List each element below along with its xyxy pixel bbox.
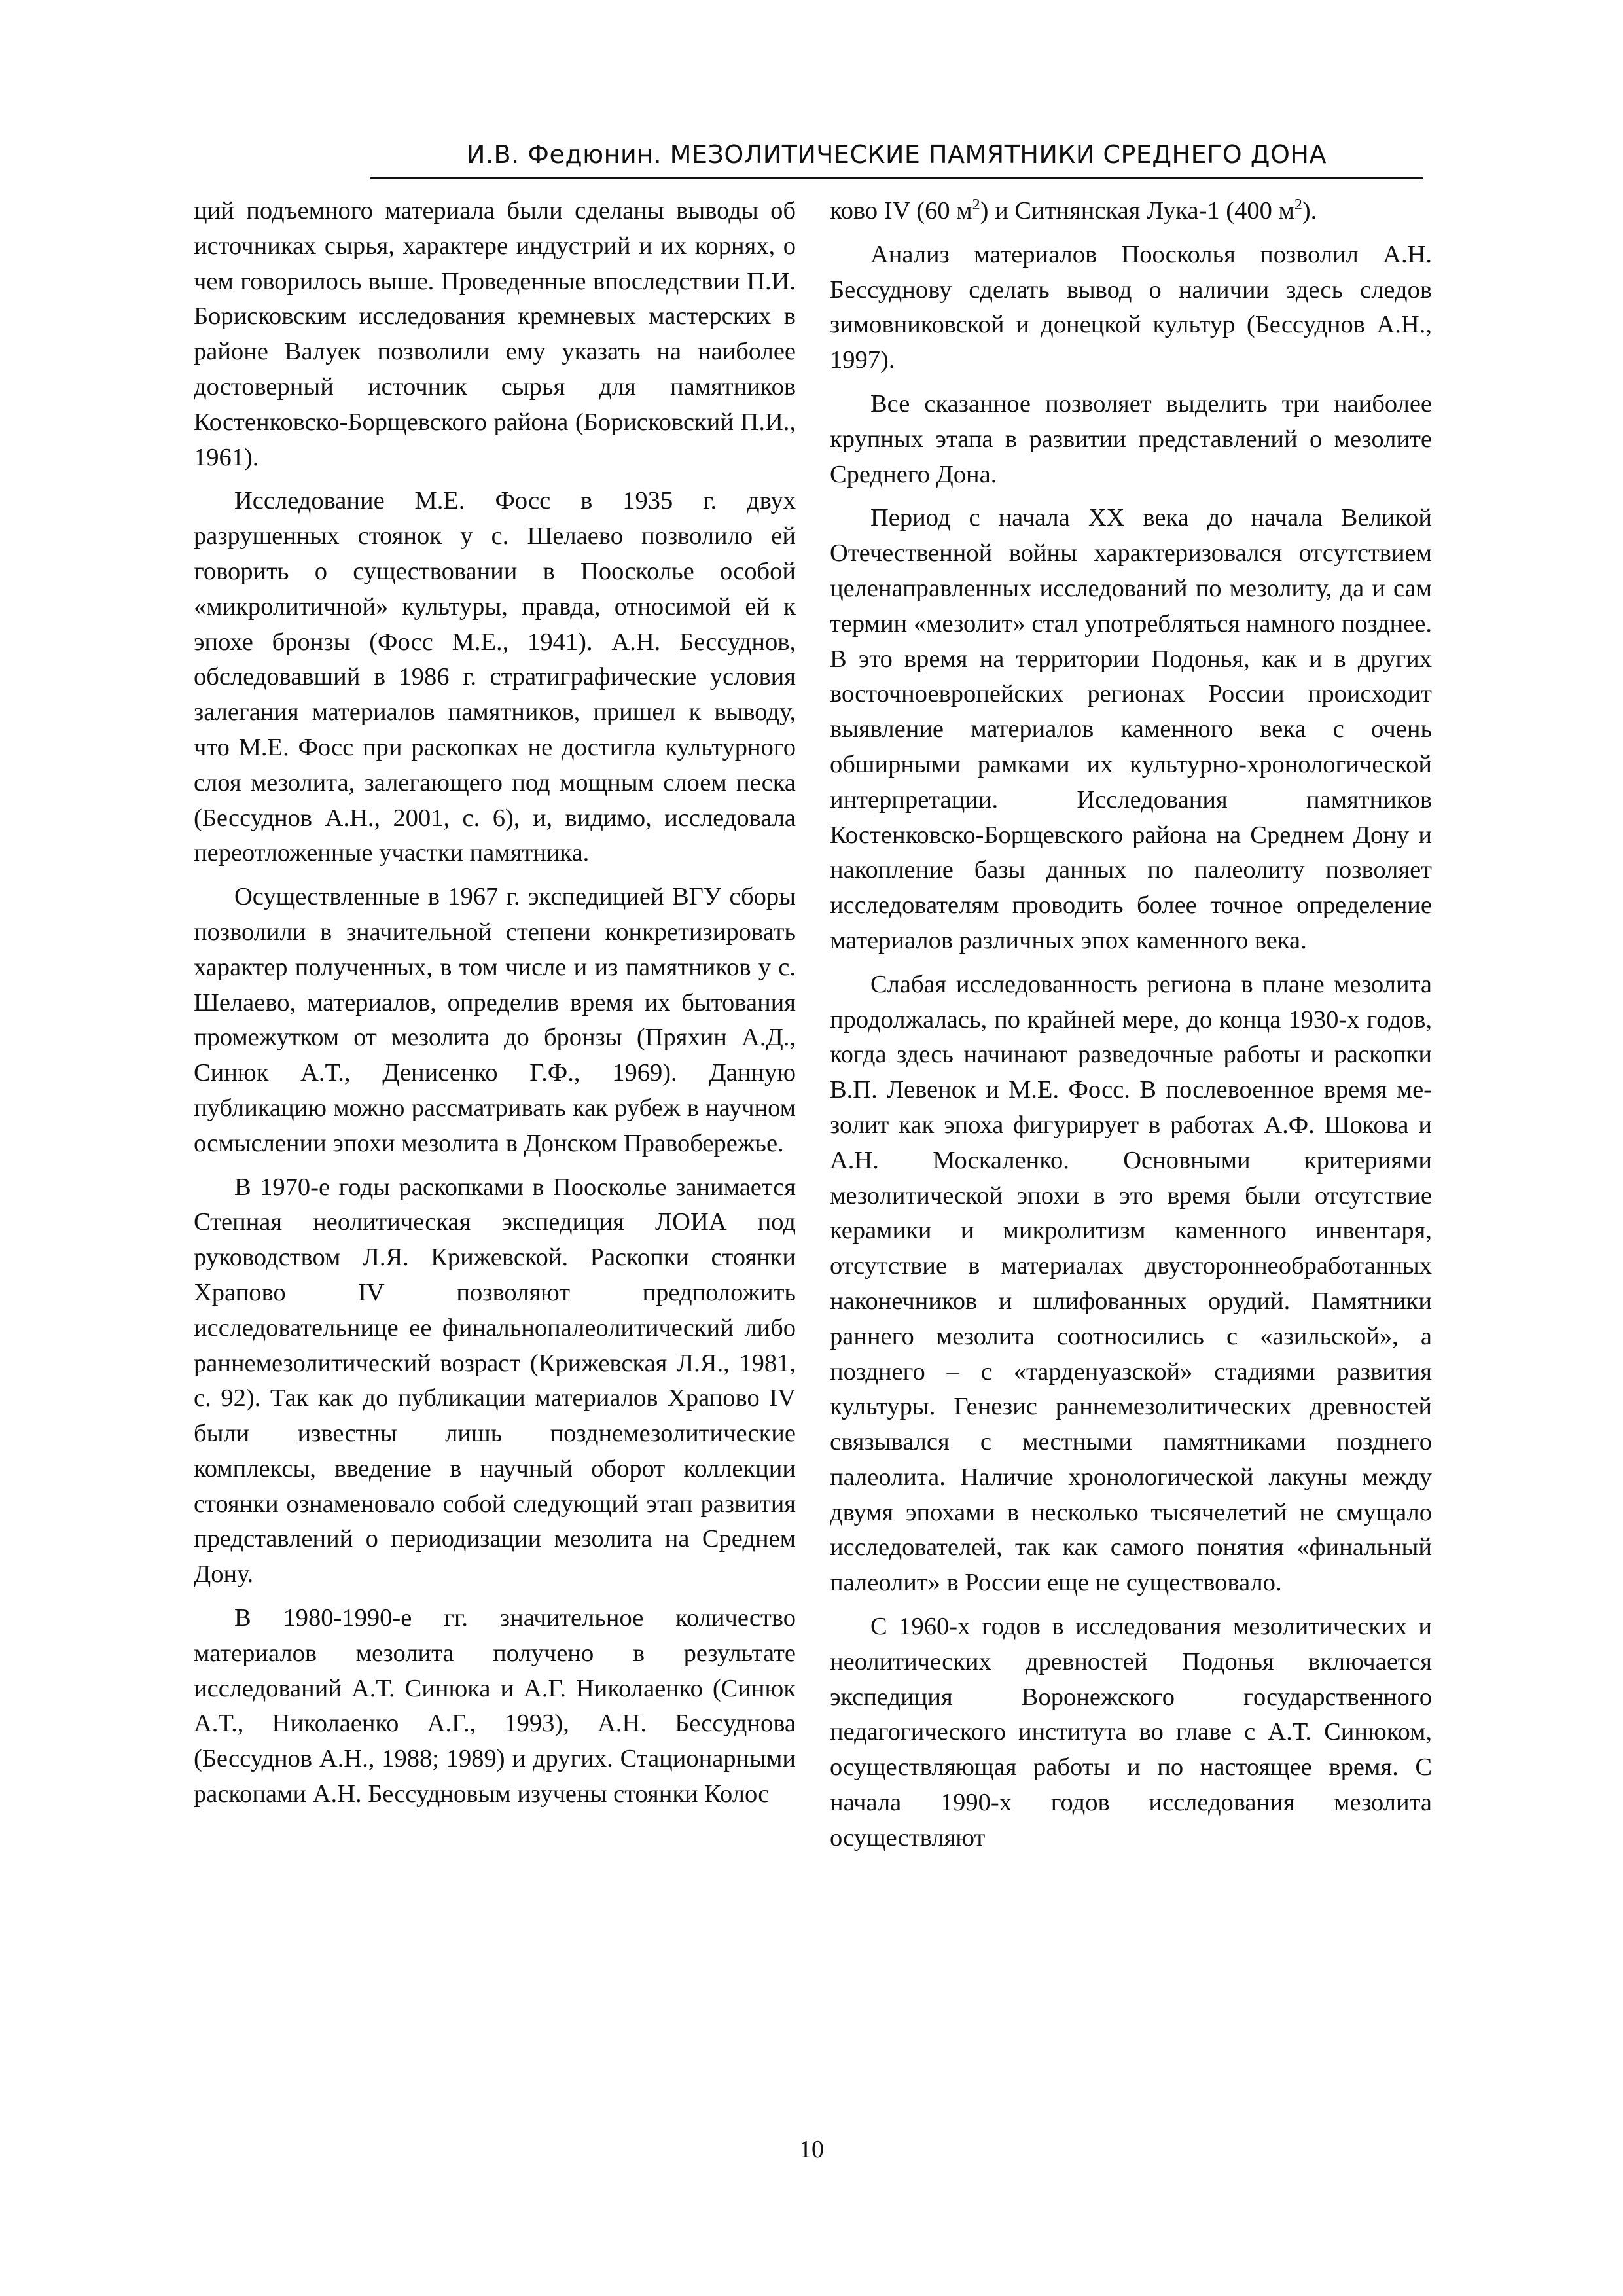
paragraph: Осуществленные в 1967 г. экспедицией ВГУ сборы позволили в значительной степени конкретизировать характер полученных, в том числе и из памятников у с. Шелаево, материалов, определив время их бытования промежутком от мезолита до бронзы (Пряхин А.Д., Синюк А.Т., Денисенко Г.Ф., 1969). Данную публикацию можно рассматривать как рубеж в научном осмыслении эпохи мезолита в Донском Правобережье. bbox=[194, 883, 796, 1157]
paragraph: Период с начала XX века до начала Великой Отечественной войны характеризовался отсутствием целенаправленных исследований по мезолиту, да и сам термин «мезолит» стал употребляться намного позднее. В это время на территории Подонья, как и в других восточноевропейских регионах России происходит выявление материалов каменного века с очень обширными рамками их культурно-хронологической интерпретации. Исследования памятников Костенковско-Борщевского района на Среднем Дону и накопление базы данных по палеолиту позволяет исследователям проводить более точное определение материалов различных эпох каменного века. bbox=[830, 504, 1432, 954]
paragraph: С 1960-х годов в исследования мезолитических и неолитических древностей Подонья включается экспедиция Воронежского государственного педагогического института во главе с А.Т. Синюком, осуществляющая работы и по настоящее время. С начала 1990-х годов исследования мезолита осуществляют bbox=[830, 1613, 1432, 1852]
left-column bbox=[194, 194, 796, 2125]
page-number: 10 bbox=[799, 2136, 824, 2163]
text-span: ково IV (60 м bbox=[830, 197, 972, 224]
paragraph: ций подъемного материала были сделаны выводы об источниках сырья, характере индустрий и их корнях, о чем говорилось выше. Проведенные впоследствии П.И. Борисковским исследования кремневых мастерских в районе Валуек позволили ему указать на наиболее достоверный источник сырья для памятников Костенковско-Борщевского района (Борисковский П.И., 1961). bbox=[194, 197, 796, 471]
superscript: 2 bbox=[1294, 196, 1302, 214]
paragraph: Все сказанное позволяет выделить три наиболее крупных этапа в развитии представлений о мезолите Среднего Дона. bbox=[830, 389, 1432, 488]
paragraph bbox=[830, 194, 1432, 229]
superscript: 2 bbox=[972, 196, 980, 214]
running-header: И.В. Федюнин. МЕЗОЛИТИЧЕСКИЕ ПАМЯТНИКИ СРЕДНЕГО ДОНА bbox=[370, 136, 1423, 179]
paragraph: Исследование М.Е. Фосс в 1935 г. двух разрушенных стоянок у с. Шелаево позволило ей говорить о существовании в Поосколье особой «микролитичной» культуры, правда, относимой ей к эпохе бронзы (Фосс М.Е., 1941). А.Н. Бессуднов, обследовавший в 1986 г. стратиграфические условия залегания материалов памятников, пришел к выводу, что М.Е. Фосс при раскопках не достигла культурного слоя мезолита, залегающего под мощным слоем песка (Бессуднов А.Н., 2001, с. 6), и, видимо, исследовала переотложенные участки памятника. bbox=[194, 487, 796, 867]
paragraph: В 1970-е годы раскопками в Поосколье занимается Степная неолитическая экспедиция ЛОИА под руководством Л.Я. Крижевской. Раскопки стоянки Храпово IV позволяют предположить исследовательнице ее финальнопалеолитический либо раннемезолитический возраст (Крижевская Л.Я., 1981, с. 92). Так как до публикации материалов Храпово IV были известны лишь позднемезолитические комплексы, введение в научный оборот коллекции стоянки ознаменовало собой следующий этап развития представлений о периодизации мезолита на Среднем Дону. bbox=[194, 1173, 796, 1588]
text-span: ). bbox=[1302, 197, 1317, 224]
paragraph: В 1980-1990-е гг. значительное количество материалов мезолита получено в результате исследований А.Т. Синюка и А.Г. Николаенко (Синюк А.Т., Николаенко А.Г., 1993), А.Н. Бессуднова (Бессуднов А.Н., 1988; 1989) и других. Стационарными раскопами А.Н. Бессудновым изучены стоянки Колос bbox=[194, 1604, 796, 1808]
paragraph: Слабая исследованность региона в плане мезолита продолжалась, по крайней мере, до конца 1930-х годов, когда здесь начинают разведочные работы и раскопки В.П. Левенок и М.Е. Фосс. В послевоенное время мезолит как эпоха фигурирует в работах А.Ф. Шокова и А.Н. Москаленко. Основными критериями мезолитической эпохи в это время были отсутствие керамики и микролитизм каменного инвентаря, отсутствие в материалах двустороннеобработанных наконечников и шлифованных орудий. Памятники раннего мезолита соотносились с «азильской», а позднего – с «тарденуазской» стадиями развития культуры. Генезис раннемезолитических древностей связывался с местными памятниками позднего палеолита. Наличие хронологической лакуны между двумя эпохами в несколько тысячелетий не смущало исследователей, так как самого понятия «финальный палеолит» в России еще не существовало. bbox=[830, 970, 1432, 1597]
text-span: ) и Ситнянская Лука-1 (400 м bbox=[980, 197, 1294, 224]
right-column bbox=[830, 194, 1432, 2125]
paragraph: Анализ материалов Поосколья позволил А.Н. Бессуднову сделать вывод о наличии здесь следов зимовниковской и донецкой культур (Бессуднов А.Н., 1997). bbox=[830, 240, 1432, 374]
